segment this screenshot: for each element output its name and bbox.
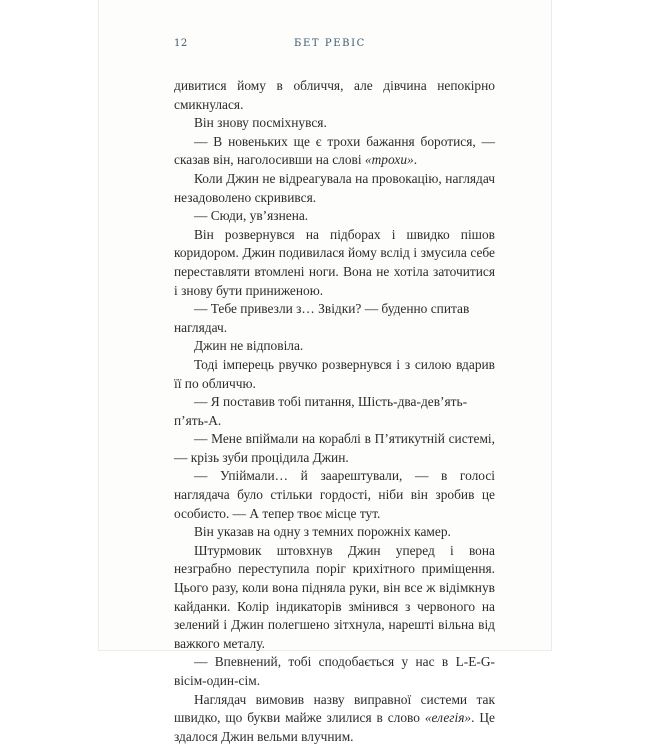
paragraph: — Впевнений, тобі сподобається у нас в L-E-G-вісім-один-сім. bbox=[174, 654, 495, 688]
emphasized-word: «трохи» bbox=[364, 152, 414, 168]
paragraph-text: Наглядач вимовив назву виправної системи так швидко, що букви майже злилися в слово bbox=[174, 691, 495, 726]
paragraph-text: . Це здалося Джин вельми влучним. bbox=[174, 710, 495, 744]
paragraph: — Я поставив тобі питання, Шість-два-дев’ять-п’ять-А. bbox=[174, 394, 468, 428]
paragraph: дивитися йому в обличчя, але дівчина непокірно смикнулася. bbox=[174, 78, 495, 112]
paragraph-text: . bbox=[413, 152, 418, 168]
paragraph: — Тебе привезли з… Звідки? — буденно спитав наглядач. bbox=[174, 301, 470, 335]
book-page bbox=[99, 0, 551, 744]
page-number: 12 bbox=[174, 38, 188, 49]
paragraph: Він указав на одну з темних порожніх камер. bbox=[194, 524, 451, 540]
running-head bbox=[99, 38, 551, 52]
body-text bbox=[174, 77, 495, 746]
paragraph: Джин не відповіла. bbox=[194, 338, 304, 354]
paragraph: Коли Джин не відреагувала на провокацію, наглядач незадоволено скривився. bbox=[174, 170, 495, 205]
paragraph: Він знову посміхнувся. bbox=[194, 115, 327, 131]
paragraph bbox=[174, 133, 495, 170]
paragraph: — Упіймали… й заарештували, — в голосі наглядача було стільки гордості, ніби він зробив це особисто. — А тепер твоє місце тут. bbox=[174, 468, 495, 521]
paragraph: Тоді імперець рвучко розвернувся і з силою вдарив її по обличчю. bbox=[174, 356, 495, 391]
paragraph: Він розвернувся на підборах і швидко пішов коридором. Джин подивилася йому вслід і змусила себе переставляти втомлені ноги. Вона не хотіла заточитися і знову бути приниженою. bbox=[174, 226, 495, 298]
paragraph-text: — В новеньких ще є трохи бажання боротися, — сказав він, наголосивши на слові bbox=[174, 133, 495, 168]
paragraph bbox=[174, 691, 495, 746]
paragraph: — Сюди, ув’язнена. bbox=[194, 208, 309, 224]
paragraph: — Мене впіймали на кораблі в П’ятикутній системі, — крізь зуби процідила Джин. bbox=[174, 431, 495, 465]
book-author: БЕТ РЕВІС bbox=[294, 38, 366, 49]
emphasized-word: «елегія» bbox=[424, 710, 472, 726]
paragraph: Штурмовик штовхнув Джин уперед і вона незграбно переступила поріг крихітного приміщення. Цього разу, коли вона підняла руки, він все ж відімкнув кайданки. Колір індикаторів змінився з червоного на зелений і Джин полегшено зітхнула, нарешті вільна від важкого металу. bbox=[174, 542, 495, 651]
